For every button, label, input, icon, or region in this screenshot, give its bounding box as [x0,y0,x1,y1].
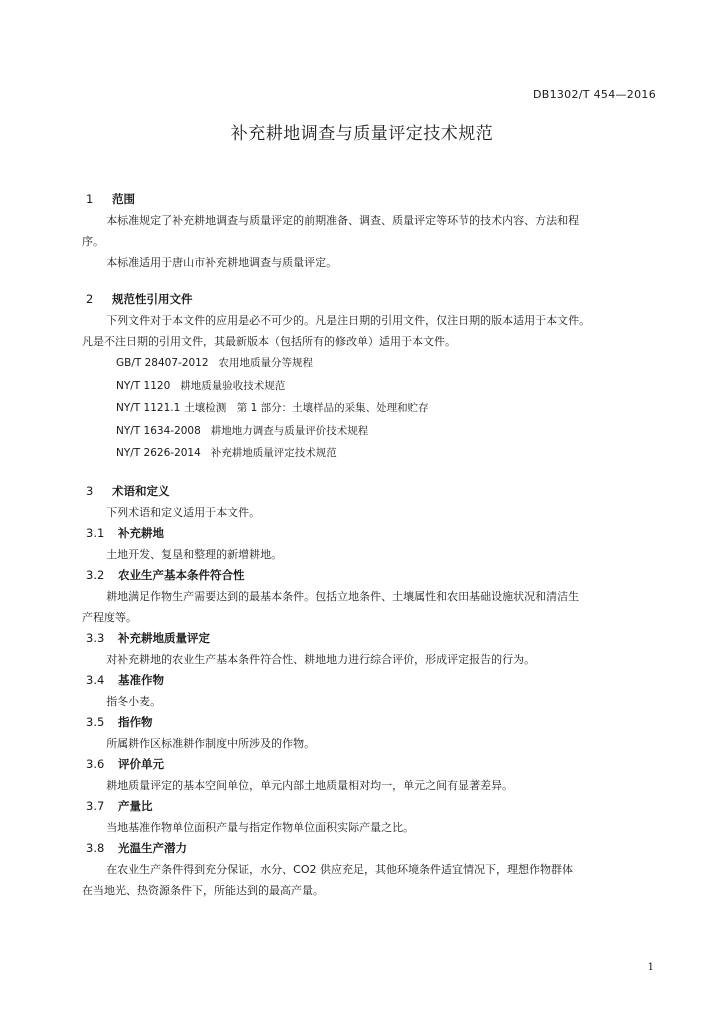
term-definition: 所属耕作区标准耕作制度中所涉及的作物。 [106,736,316,750]
term-heading [86,670,658,691]
paragraph-continuation: 序。 [82,235,104,248]
term-title: 补充耕地 [118,525,164,540]
term-definition: 土地开发、复垦和整理的新增耕地。 [106,547,283,561]
section-number: 1 [86,192,94,206]
paragraph: 本标准适用于唐山市补充耕地调查与质量评定。 [106,256,338,269]
term-number: 3.3 [86,630,105,645]
paragraph: 本标准规定了补充耕地调查与质量评定的前期准备、调查、质量评定等环节的技术内容、方法和程 [106,214,580,227]
paragraph: 下列术语和定义适用于本文件。 [106,505,261,519]
reference-code: NY/T 1120 [116,379,171,392]
term-heading [86,796,658,817]
reference-item [86,420,658,443]
section-number: 3 [86,483,94,498]
term-definition-continuation: 在当地光、热资源条件下，所能达到的最高产量。 [82,883,324,897]
term-definition: 耕地满足作物生产需要达到的最基本条件。包括立地条件、土壤属性和农田基础设施状况和清洁生 [106,589,580,603]
term-title: 评价单元 [118,756,164,771]
term-heading [86,754,658,775]
document-body [82,188,658,901]
term-definition-continuation: 产程度等。 [82,610,137,624]
reference-list [86,352,658,465]
term-number: 3.4 [86,672,105,687]
section-heading-terms-and-definitions [86,480,658,502]
reference-title: 土壤检测 第 1 部分：土壤样品的采集、处理和贮存 [184,402,429,414]
term-number: 3.6 [86,756,105,771]
reference-code: NY/T 1121.1 [116,402,181,414]
term-title: 基准作物 [118,672,164,687]
term-number: 3.7 [86,798,105,813]
reference-item [86,352,658,375]
term-number: 3.5 [86,714,105,729]
term-definition: 耕地质量评定的基本空间单位，单元内部土地质量相对均一，单元之间有显著差异。 [106,778,514,792]
term-definition: 对补充耕地的农业生产基本条件符合性、耕地地力进行综合评价，形成评定报告的行为。 [106,652,536,666]
term-heading [86,838,658,859]
term-title: 补充耕地质量评定 [118,630,210,645]
term-definition: 当地基准作物单位面积产量与指定作物单位面积实际产量之比。 [106,820,415,834]
section-title: 范围 [112,192,135,206]
page-number: 1 [647,962,654,973]
reference-item [86,442,658,465]
term-number: 3.1 [86,525,105,540]
term-definition: 指冬小麦。 [106,694,162,708]
paragraph: 下列文件对于本文件的应用是必不可少的。凡是注日期的引用文件，仅注日期的版本适用于本文件。 [106,314,591,327]
document-title: 补充耕地调查与质量评定技术规范 [230,124,494,144]
term-title: 产量比 [118,798,153,813]
section-heading-scope [86,188,658,210]
section-title: 术语和定义 [112,483,170,498]
reference-title: 耕地质量验收技术规范 [180,379,286,392]
reference-code: GB/T 28407-2012 [116,357,209,369]
term-title: 光温生产潜力 [118,840,187,855]
term-title: 农业生产基本条件符合性 [118,567,245,582]
reference-item [86,397,658,420]
term-title: 指作物 [118,714,153,729]
reference-title: 补充耕地质量评定技术规范 [210,447,337,459]
section-number: 2 [86,292,94,306]
term-heading [86,712,658,733]
reference-code: NY/T 1634-2008 [116,424,201,437]
reference-title: 农用地质量分等规程 [218,357,314,369]
term-heading [86,565,658,586]
term-heading [86,523,658,544]
reference-code: NY/T 2626-2014 [116,447,201,459]
term-definition: 在农业生产条件得到充分保证，水分、CO2 供应充足，其他环境条件适宜情况下，理想作物群体 [106,862,574,876]
term-number: 3.8 [86,840,105,855]
term-number: 3.2 [86,567,105,582]
section-heading-normative-references [86,288,658,310]
reference-item [86,375,658,398]
reference-title: 耕地地力调查与质量评价技术规程 [210,424,369,437]
term-heading [86,628,658,649]
document-code: DB1302/T 454—2016 [532,88,656,101]
paragraph-continuation: 凡是不注日期的引用文件，其最新版本（包括所有的修改单）适用于本文件。 [82,335,456,348]
section-title: 规范性引用文件 [112,292,193,306]
